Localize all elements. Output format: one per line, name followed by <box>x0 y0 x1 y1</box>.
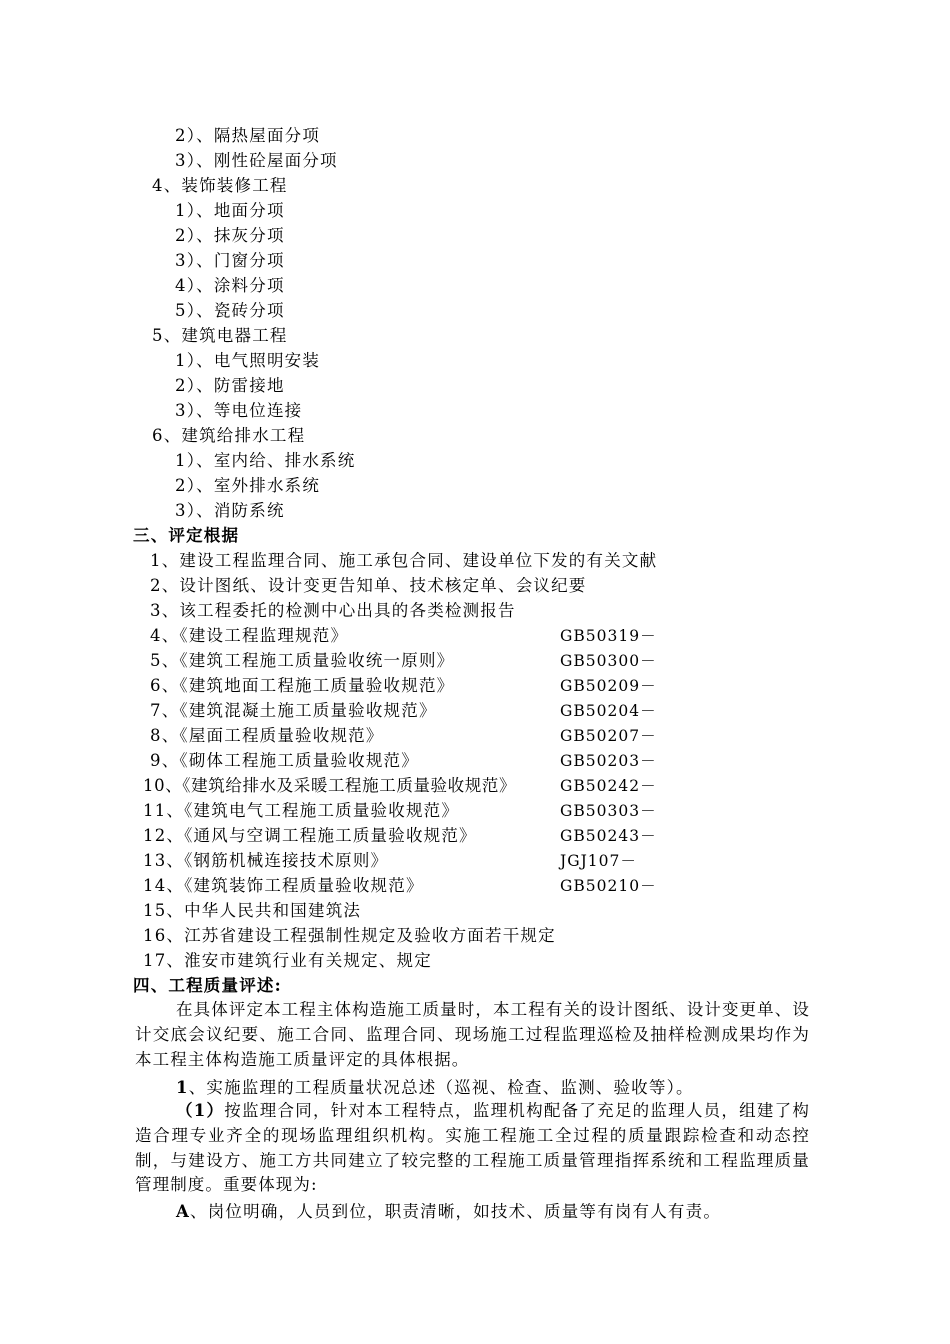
basis-item-16: 16、江苏省建设工程强制性规定及验收方面若干规定 <box>143 926 556 945</box>
basis-item-3: 3、该工程委托的检测中心出具的各类检测报告 <box>150 601 516 620</box>
list-item-deco-3: 3）、门窗分项 <box>175 251 285 270</box>
paragraph-label: （1） <box>176 1101 225 1120</box>
list-item-water-3: 3）、消防系统 <box>175 501 285 520</box>
standard-code-9: GB50203－ <box>560 752 657 770</box>
basis-item-10: 10、《建筑给排水及采暖工程施工质量验收规范》 <box>143 776 517 795</box>
quality-intro-paragraph: 在具体评定本工程主体构造施工质量时，本工程有关的设计图纸、设计变更单、设计交底会议纪要、施工合同、监理合同、现场施工过程监理巡检及抽样检测成果均作为本工程主体构造施工质量评定的具体根据。 <box>135 1000 810 1069</box>
section-heading-quality: 四、工程质量评述: <box>133 976 282 995</box>
list-item-elec-2: 2）、防雷接地 <box>175 376 285 395</box>
basis-item-14: 14、《建筑装饰工程质量验收规范》 <box>143 876 424 895</box>
basis-item-5: 5、《建筑工程施工质量验收统一原则》 <box>150 651 455 670</box>
standard-code-4: GB50319－ <box>560 627 657 645</box>
basis-item-1: 1、建设工程监理合同、施工承包合同、建设单位下发的有关文献 <box>150 551 658 570</box>
quality-point-a <box>176 1202 721 1222</box>
basis-item-9: 9、《砌体工程施工质量验收规范》 <box>150 751 419 770</box>
point-label: A <box>176 1202 191 1221</box>
basis-item-7: 7、《建筑混凝土施工质量验收规范》 <box>150 701 437 720</box>
list-heading-water: 6、建筑给排水工程 <box>152 426 306 445</box>
list-item-deco-1: 1）、地面分项 <box>175 201 285 220</box>
point-text: 、岗位明确，人员到位，职责清晰，如技术、质量等有岗有人有责。 <box>190 1202 722 1221</box>
basis-item-2: 2、设计图纸、设计变更告知单、技术核定单、会议纪要 <box>150 576 587 595</box>
section-heading-basis: 三、评定根据 <box>133 526 240 545</box>
list-item-elec-1: 1）、电气照明安装 <box>175 351 321 370</box>
basis-item-12: 12、《通风与空调工程施工质量验收规范》 <box>143 826 477 845</box>
basis-item-17: 17、淮安市建筑行业有关规定、规定 <box>143 951 432 970</box>
list-item-roof-3: 3）、刚性砼屋面分项 <box>175 151 338 170</box>
paragraph-text: 按监理合同，针对本工程特点，监理机构配备了充足的监理人员，组建了构造合理专业齐全的现场监理组织机构。实施工程施工全过程的质量跟踪检查和动态控制，与建设方、施工方共同建立了较完整的工程施工质量管理指挥系统和工程监理质量管理制度。重要体现为: <box>135 1101 810 1195</box>
list-item-water-1: 1）、室内给、排水系统 <box>175 451 356 470</box>
quality-subheading-1 <box>176 1078 694 1098</box>
standard-code-8: GB50207－ <box>560 727 657 745</box>
basis-item-8: 8、《屋面工程质量验收规范》 <box>150 726 384 745</box>
quality-paragraph-1 <box>135 1099 810 1198</box>
subheading-text: 、实施监理的工程质量状况总述（巡视、检查、监测、验收等）。 <box>188 1078 694 1097</box>
standard-code-10: GB50242－ <box>560 777 657 795</box>
standard-code-5: GB50300－ <box>560 652 657 670</box>
list-item-elec-3: 3）、等电位连接 <box>175 401 303 420</box>
basis-item-4: 4、《建设工程监理规范》 <box>150 626 349 645</box>
list-item-deco-4: 4）、涂料分项 <box>175 276 285 295</box>
subheading-number: 1 <box>176 1078 189 1097</box>
standard-code-11: GB50303－ <box>560 802 657 820</box>
list-item-roof-2: 2）、隔热屋面分项 <box>175 126 321 145</box>
standard-code-6: GB50209－ <box>560 677 657 695</box>
list-heading-decoration: 4、装饰装修工程 <box>152 176 288 195</box>
basis-item-15: 15、中华人民共和国建筑法 <box>143 901 362 920</box>
list-item-deco-5: 5）、瓷砖分项 <box>175 301 285 320</box>
list-item-water-2: 2）、室外排水系统 <box>175 476 321 495</box>
list-item-deco-2: 2）、抹灰分项 <box>175 226 285 245</box>
standard-code-13: JGJ107－ <box>560 852 637 870</box>
standard-code-14: GB50210－ <box>560 877 657 895</box>
standard-code-12: GB50243－ <box>560 827 657 845</box>
basis-item-6: 6、《建筑地面工程施工质量验收规范》 <box>150 676 455 695</box>
basis-item-11: 11、《建筑电气工程施工质量验收规范》 <box>143 801 460 820</box>
standard-code-7: GB50204－ <box>560 702 657 720</box>
list-heading-electrical: 5、建筑电器工程 <box>152 326 288 345</box>
basis-item-13: 13、《钢筋机械连接技术原则》 <box>143 851 389 870</box>
